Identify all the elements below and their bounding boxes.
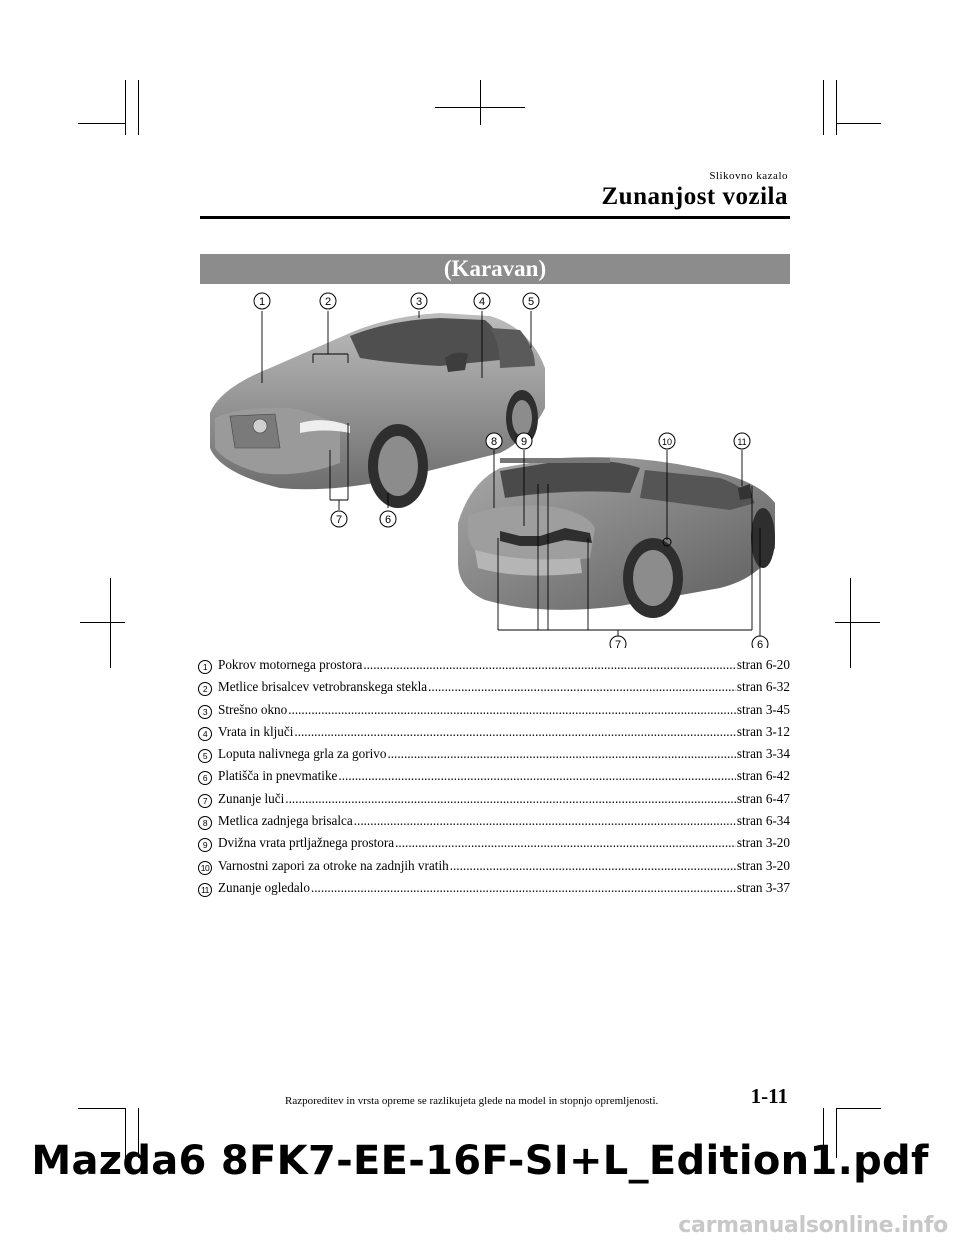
callout-8 [486, 433, 502, 449]
car-exterior-illustration [200, 288, 790, 648]
item-number: 4 [198, 727, 212, 741]
list-item[interactable] [198, 813, 790, 835]
page-reference: stran 6-32 [736, 679, 790, 695]
item-label: Pokrov motornega prostora [218, 657, 363, 672]
svg-text:3: 3 [415, 296, 423, 308]
list-item[interactable] [198, 657, 790, 679]
svg-text:2: 2 [324, 296, 332, 308]
variant-banner: (Karavan) [200, 254, 790, 284]
svg-text:10: 10 [661, 437, 673, 447]
leader-dots [294, 724, 736, 740]
callout-7-front [331, 511, 347, 527]
svg-text:9: 9 [520, 436, 528, 448]
leader-dots [285, 791, 736, 807]
leader-dots [450, 858, 736, 874]
callout-9 [516, 433, 532, 449]
item-label: Varnostni zapori za otroke na zadnjih vratih [218, 857, 449, 873]
callout-3 [411, 293, 427, 309]
car-rear-view [458, 457, 775, 618]
list-item[interactable] [198, 724, 790, 746]
item-label: Loputa nalivnega grla za gorivo [218, 746, 387, 762]
exterior-index-list [198, 657, 790, 902]
item-label: Metlice brisalcev vetrobranskega stekla [218, 679, 428, 695]
svg-text:7: 7 [335, 514, 343, 526]
svg-text:4: 4 [478, 296, 486, 308]
item-label: Vrata in ključi [218, 723, 294, 739]
item-number: 3 [198, 705, 212, 719]
callout-11 [734, 433, 750, 449]
page-reference: stran 3-34 [736, 746, 790, 762]
section-title: Zunanjost vozila [601, 183, 788, 210]
svg-text:11: 11 [737, 437, 747, 447]
page-reference: stran 3-45 [736, 701, 790, 717]
page-reference: stran 3-12 [736, 723, 790, 739]
list-item[interactable] [198, 791, 790, 813]
leader-dots [395, 835, 736, 851]
pdf-filename-banner: Mazda6 8FK7-EE-16F-SI+L_Edition1.pdf [31, 1138, 929, 1184]
leader-dots [428, 679, 736, 695]
item-number: 2 [198, 682, 212, 696]
leader-dots [354, 813, 736, 829]
item-label: Metlica zadnjega brisalca [218, 813, 353, 829]
callout-10 [659, 433, 675, 449]
svg-text:7: 7 [614, 639, 622, 648]
section-subtitle: Slikovno kazalo [709, 170, 788, 182]
page-reference: stran 6-42 [736, 768, 790, 784]
list-item[interactable] [198, 858, 790, 880]
leader-dots [311, 880, 736, 896]
page-number: 1-11 [750, 1084, 788, 1108]
page-reference: stran 6-47 [736, 790, 790, 806]
list-item[interactable] [198, 880, 790, 902]
list-item[interactable] [198, 679, 790, 701]
item-number: 11 [198, 883, 212, 897]
svg-text:6: 6 [384, 514, 392, 526]
leader-dots [363, 657, 736, 673]
item-label: Platišča in pnevmatike [218, 768, 338, 784]
svg-text:8: 8 [490, 436, 498, 448]
item-number: 8 [198, 816, 212, 830]
equipment-note: Razporeditev in vrsta opreme se razlikujeta glede na model in stopnjo opremljenosti. [285, 1095, 659, 1107]
callout-6-rear [752, 636, 768, 648]
item-label: Strešno okno [218, 701, 288, 717]
leader-dots [387, 746, 735, 762]
leader-dots [288, 702, 736, 718]
callout-5 [523, 293, 539, 309]
page-reference: stran 6-20 [736, 657, 790, 672]
item-label: Dvižna vrata prtljažnega prostora [218, 835, 395, 851]
list-item[interactable] [198, 835, 790, 857]
callout-1 [254, 293, 270, 309]
page-reference: stran 6-34 [736, 813, 790, 829]
page-reference: stran 3-20 [736, 857, 790, 873]
item-number: 1 [198, 660, 212, 674]
svg-text:1: 1 [258, 296, 266, 308]
page-reference: stran 3-37 [736, 879, 790, 895]
svg-text:5: 5 [527, 296, 535, 308]
site-watermark: carmanualsonline.info [678, 1213, 948, 1238]
callout-2 [320, 293, 336, 309]
title-rule [200, 216, 790, 219]
item-number: 5 [198, 749, 212, 763]
item-number: 10 [198, 861, 212, 875]
item-label: Zunanje ogledalo [218, 879, 310, 895]
item-label: Zunanje luči [218, 790, 285, 806]
leader-dots [338, 768, 736, 784]
item-number: 9 [198, 838, 212, 852]
list-item[interactable] [198, 702, 790, 724]
svg-text:6: 6 [756, 639, 764, 648]
list-item[interactable] [198, 768, 790, 790]
item-number: 6 [198, 771, 212, 785]
callout-6-front [380, 511, 396, 527]
item-number: 7 [198, 794, 212, 808]
callout-7-rear [610, 636, 626, 648]
page-reference: stran 3-20 [736, 835, 790, 851]
list-item[interactable] [198, 746, 790, 768]
callout-4 [474, 293, 490, 309]
